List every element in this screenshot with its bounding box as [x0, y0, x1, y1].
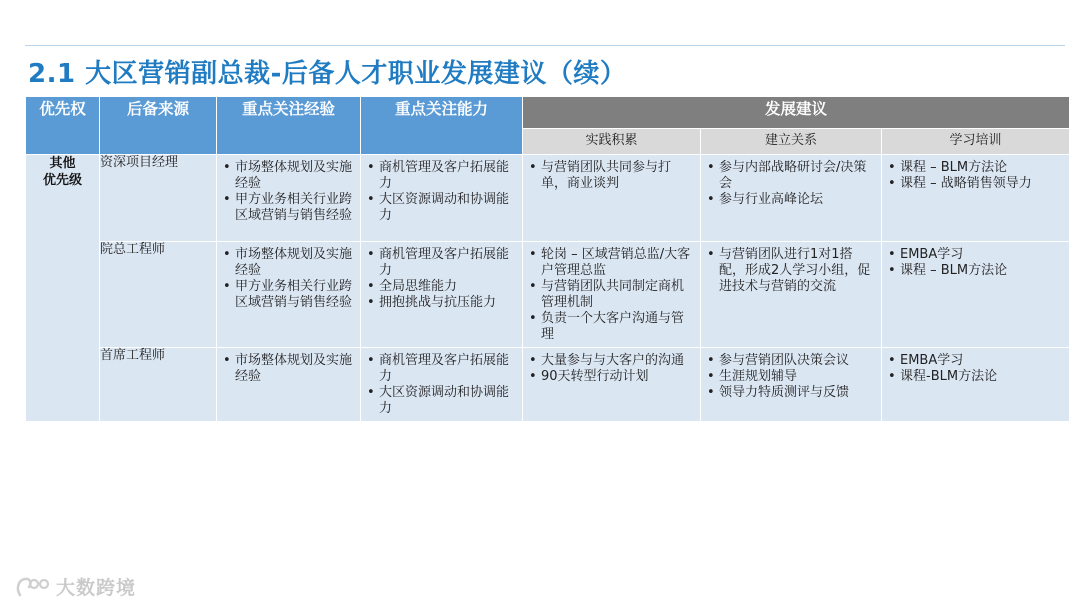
list-item: • 90天转型行动计划 [529, 369, 694, 385]
subheader-training: 学习培训 [882, 128, 1070, 154]
training-cell [882, 348, 1070, 422]
list-item: • 市场整体规划及实施经验 [223, 247, 354, 279]
list-item: • 全局思维能力 [367, 279, 516, 295]
relations-cell [701, 242, 882, 348]
training-cell [882, 242, 1070, 348]
list-item: • 参与营销团队决策会议 [707, 353, 875, 369]
watermark-logo [14, 573, 136, 600]
list-item: • 拥抱挑战与抗压能力 [367, 295, 516, 311]
list-item: • 商机管理及客户拓展能力 [367, 160, 516, 192]
experience-cell [217, 242, 361, 348]
practice-cell [523, 242, 701, 348]
practice-cell [523, 348, 701, 422]
training-cell [882, 155, 1070, 242]
priority-label: 其他 优先级 [42, 156, 82, 188]
relations-cell [701, 155, 882, 242]
subheader-practice: 实践积累 [523, 128, 701, 154]
list-item: • 市场整体规划及实施经验 [223, 160, 354, 192]
list-item: • 轮岗 – 区域营销总监/大客户管理总监 [529, 247, 694, 279]
list-item: • 课程-BLM方法论 [888, 369, 1063, 385]
list-item: • 甲方业务相关行业跨区域营销与销售经验 [223, 279, 354, 311]
header-experience: 重点关注经验 [217, 97, 361, 155]
ability-cell [361, 155, 523, 242]
source-cell: 资深项目经理 [100, 155, 217, 242]
list-item: • 大量参与与大客户的沟通 [529, 353, 694, 369]
source-cell: 院总工程师 [100, 242, 217, 348]
logo-icon [14, 575, 54, 599]
list-item: • 与营销团队共同参与打单，商业谈判 [529, 160, 694, 192]
experience-cell [217, 348, 361, 422]
relations-cell [701, 348, 882, 422]
list-item: • 大区资源调动和协调能力 [367, 192, 516, 224]
list-item: • 市场整体规划及实施经验 [223, 353, 354, 385]
list-item: • 参与内部战略研讨会/决策会 [707, 160, 875, 192]
list-item: • EMBA学习 [888, 247, 1063, 263]
experience-cell [217, 155, 361, 242]
subheader-relations: 建立关系 [701, 128, 882, 154]
header-priority: 优先权 [26, 97, 100, 155]
list-item: • 与营销团队进行1对1搭配，形成2人学习小组，促进技术与营销的交流 [707, 247, 875, 295]
list-item: • 负责一个大客户沟通与管理 [529, 311, 694, 343]
source-cell: 首席工程师 [100, 348, 217, 422]
table-row [26, 242, 1070, 348]
list-item: • 与营销团队共同制定商机管理机制 [529, 279, 694, 311]
ability-cell [361, 348, 523, 422]
ability-cell [361, 242, 523, 348]
list-item: • 生涯规划辅导 [707, 369, 875, 385]
top-divider [25, 45, 1065, 46]
development-table [25, 96, 1070, 422]
list-item: • 课程 – 战略销售领导力 [888, 176, 1063, 192]
table-row [26, 348, 1070, 422]
list-item: • 领导力特质测评与反馈 [707, 385, 875, 401]
list-item: • 大区资源调动和协调能力 [367, 385, 516, 417]
table-row [26, 155, 1070, 242]
logo-text: 大数跨境 [56, 577, 137, 599]
list-item: • 商机管理及客户拓展能力 [367, 353, 516, 385]
priority-cell [26, 155, 100, 422]
list-item: • 参与行业高峰论坛 [707, 192, 875, 208]
list-item: • EMBA学习 [888, 353, 1063, 369]
list-item: • 课程 – BLM方法论 [888, 160, 1063, 176]
list-item: • 课程 – BLM方法论 [888, 263, 1063, 279]
list-item: • 商机管理及客户拓展能力 [367, 247, 516, 279]
header-suggestions: 发展建议 [523, 97, 1070, 129]
page-title: 2.1 大区营销副总裁-后备人才职业发展建议（续） [28, 59, 627, 89]
header-ability: 重点关注能力 [361, 97, 523, 155]
list-item: • 甲方业务相关行业跨区域营销与销售经验 [223, 192, 354, 224]
practice-cell [523, 155, 701, 242]
header-source: 后备来源 [100, 97, 217, 155]
